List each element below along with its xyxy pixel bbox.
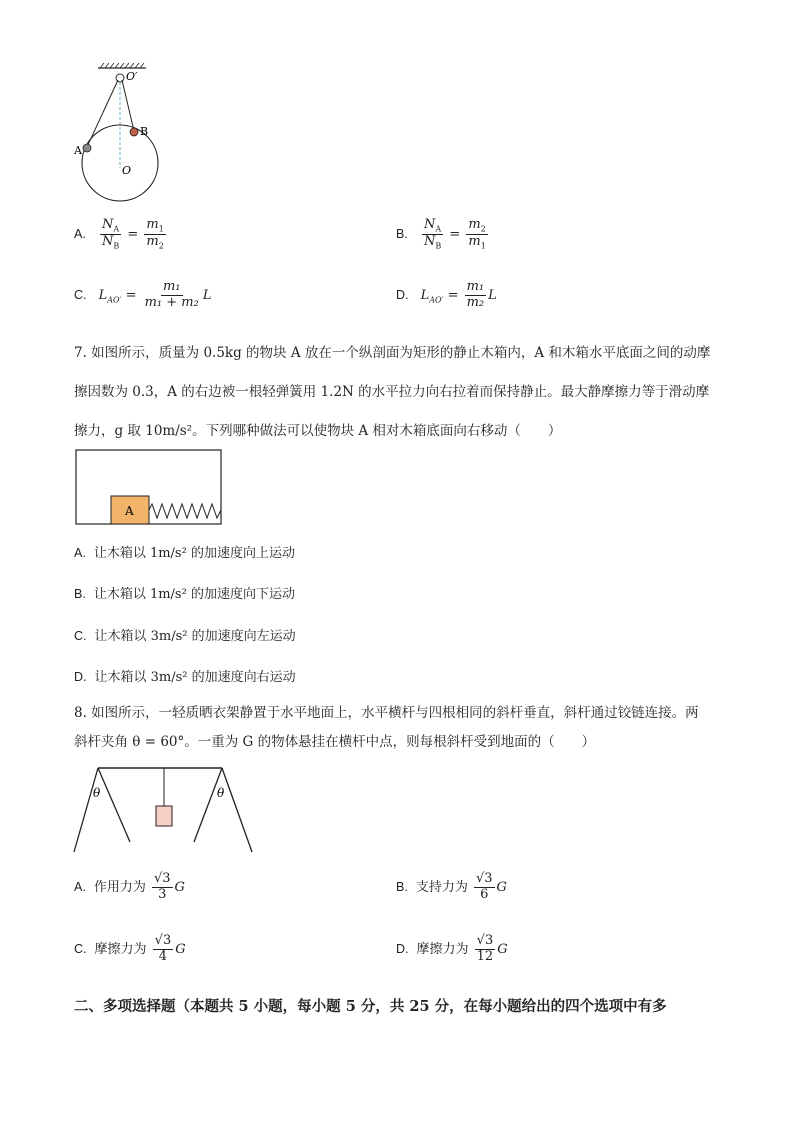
- ball-a: [83, 144, 91, 152]
- q8-option-c[interactable]: C. 摩擦力为 $\frac{√3}{4}$ G: [74, 933, 186, 964]
- label-b: B: [140, 125, 149, 138]
- section-2-heading: 二、多项选择题（本题共 5 小题，每小题 5 分，共 25 分，在每小题给出的四个选项中有多: [74, 998, 667, 1015]
- q6-option-b[interactable]: B. $\frac{N_A}{N_B}$ = $\frac{m_2}{m_1}$: [396, 217, 486, 251]
- hanging-weight: [156, 806, 172, 826]
- q8-figure: [70, 764, 285, 856]
- q6-option-c[interactable]: C. $L_{AO'}$ = $\frac{\text{m₁}}{\text{m₁ + m₂}}$ L: [74, 279, 212, 310]
- block-a-label: A: [125, 504, 134, 518]
- label-a: A: [74, 144, 82, 157]
- ball-b: [130, 128, 138, 136]
- q8-stem: 8. 如图所示，一轻质晒衣架静置于水平地面上，水平横杆与四根相同的斜杆垂直，斜杆通过铰链连接。两 斜杆夹角 θ = 60°。一重为 G 的物体悬挂在横杆中点，则每根斜杆受到地面的（ ）: [74, 705, 699, 750]
- q7-figure: [74, 448, 224, 528]
- theta-left: θ: [93, 786, 101, 800]
- q6-figure: [70, 60, 170, 205]
- q7-option-b[interactable]: B. 让木箱以 1m/s² 的加速度向下运动: [74, 587, 295, 602]
- q6-option-d[interactable]: D. $L_{AO'}$ = $\frac{\text{m₁}}{\text{m₂}}$ L: [396, 279, 497, 310]
- q8-option-a[interactable]: A. 作用力为 $\frac{√3}{3}$ G: [74, 871, 185, 902]
- spring: [149, 504, 221, 518]
- q7-option-d[interactable]: D. 让木箱以 3m/s² 的加速度向右运动: [74, 670, 296, 685]
- q6-option-a[interactable]: A. $\frac{N_A}{N_B}$ = $\frac{m_1}{m_2}$: [74, 217, 164, 251]
- q8-option-b[interactable]: B. 支持力为 $\frac{√3}{6}$ G: [396, 871, 507, 902]
- label-o: O: [122, 164, 132, 177]
- theta-right: θ: [217, 786, 225, 800]
- q8-option-d[interactable]: D. 摩擦力为 $\frac{√3}{12}$ G: [396, 933, 508, 964]
- q7-option-a[interactable]: A. 让木箱以 1m/s² 的加速度向上运动: [74, 546, 295, 561]
- label-o-prime: O′: [126, 70, 138, 83]
- q7-option-c[interactable]: C. 让木箱以 3m/s² 的加速度向左运动: [74, 629, 296, 644]
- q7-stem: 7. 如图所示，质量为 0.5kg 的物块 A 放在一个纵剖面为矩形的静止木箱内，A 和木箱水平底面之间的动摩 擦因数为 0.3，A 的右边被一根轻弹簧用 1.2N 的水平拉力向右拉着而保持静止。最大静摩擦力等于滑动摩 擦力，g 取 10m/s²。下列哪种做法可以使物块 A 相对木箱底面向右移动（ ）: [74, 345, 711, 439]
